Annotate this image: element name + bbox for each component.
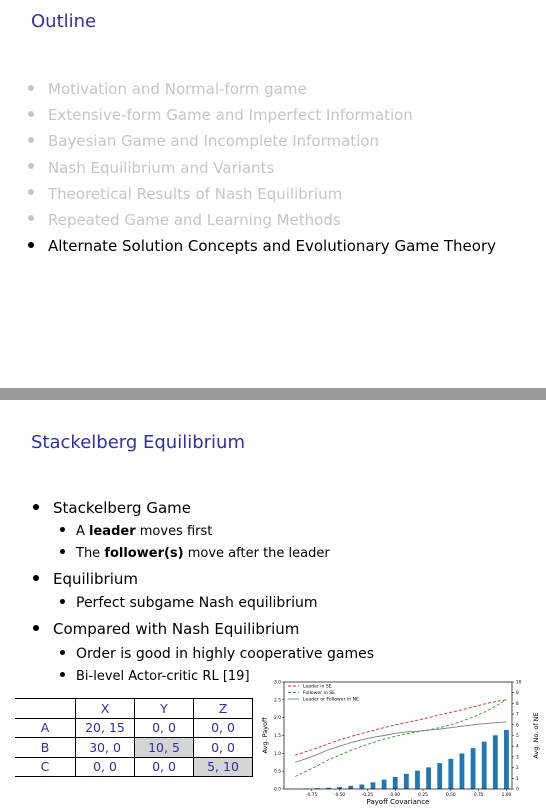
- outline-item-label: Theoretical Results of Nash Equilibrium: [48, 184, 343, 203]
- ne-count-bar: [437, 763, 442, 789]
- outline-item: [28, 128, 496, 154]
- y2-tick-label: 10: [516, 680, 522, 686]
- table-cell: 0, 0: [194, 718, 253, 738]
- payoff-matrix: [15, 698, 253, 777]
- x-tick-label: 0.75: [473, 793, 484, 798]
- ne-count-bar: [493, 735, 498, 789]
- outline-item-label: Motivation and Normal-form game: [48, 80, 307, 98]
- x-tick-label: 1.00: [501, 793, 512, 798]
- ne-count-bar: [371, 782, 376, 789]
- bullet-icon: [60, 527, 65, 532]
- x-tick-label: -0.50: [334, 793, 346, 798]
- bullet-text: Compared with Nash Equilibrium: [53, 620, 300, 638]
- y-tick-label: 3.0: [274, 680, 281, 686]
- x-tick-label: -0.25: [361, 793, 373, 798]
- bullet-icon: [33, 575, 39, 581]
- bullet-compared: [33, 620, 299, 638]
- series-line: [295, 700, 506, 755]
- table-cell: 30, 0: [76, 738, 135, 758]
- ne-count-bar: [404, 774, 409, 789]
- col-header: X: [76, 699, 135, 719]
- y2-tick-label: 1: [516, 776, 519, 782]
- bullet-stackelberg-game: [33, 499, 191, 517]
- y2-tick-label: 2: [516, 766, 519, 772]
- outline-item-label: Bayesian Game and Incomplete Information: [48, 132, 380, 151]
- bullet-text: Stackelberg Game: [53, 499, 191, 517]
- bullet-icon: [60, 599, 65, 604]
- slide-separator: [0, 388, 546, 400]
- table-cell-highlight: 10, 5: [135, 738, 194, 758]
- y-tick-label: 1.5: [274, 734, 281, 739]
- x-axis-label: Payoff Covariance: [366, 798, 430, 806]
- ne-count-bar: [482, 742, 487, 789]
- y-axis-label: Avg. Payoff: [261, 717, 269, 754]
- y2-tick-label: 9: [516, 691, 519, 697]
- subbullet-order: [60, 646, 374, 662]
- outline-item-current: [28, 233, 496, 259]
- y-tick-label: 1.0: [274, 751, 281, 757]
- table-row: [15, 738, 253, 758]
- bullet-text: The: [76, 546, 105, 561]
- row-header: A: [15, 718, 76, 738]
- ne-count-bar: [448, 759, 453, 789]
- y-tick-label: 2.0: [274, 716, 281, 722]
- bullet-icon: [28, 163, 34, 169]
- legend-label: Follower in SE: [303, 691, 336, 697]
- bullet-icon: [60, 650, 65, 655]
- subbullet-bilevel: [60, 669, 250, 684]
- y-tick-label: 0.5: [274, 769, 281, 775]
- bullet-icon: [28, 215, 34, 221]
- y2-tick-label: 3: [516, 755, 519, 761]
- y2-tick-label: 4: [516, 744, 519, 750]
- subbullet-leader: [60, 524, 212, 539]
- y-tick-label: 0.0: [274, 787, 281, 793]
- bullet-icon: [60, 549, 65, 554]
- table-cell: 0, 0: [76, 757, 135, 777]
- x-tick-label: 0.25: [418, 793, 428, 798]
- ne-count-bar: [382, 780, 387, 789]
- row-header: C: [15, 757, 76, 777]
- table-corner: [15, 699, 76, 719]
- outline-item: [28, 102, 496, 128]
- table-header-row: [15, 699, 253, 719]
- y2-tick-label: 0: [516, 787, 519, 793]
- bullet-icon: [28, 242, 34, 248]
- bullet-text: move after the leader: [183, 546, 330, 561]
- outline-item: [28, 155, 496, 181]
- bullet-equilibrium: [33, 570, 138, 588]
- outline-item-label: Alternate Solution Concepts and Evolutionary Game Theory: [48, 237, 496, 256]
- ne-count-bar: [348, 786, 353, 789]
- bullet-icon: [28, 111, 34, 117]
- ne-count-bar: [393, 777, 398, 789]
- payoff-chart: [256, 676, 544, 807]
- bullet-icon: [28, 189, 34, 195]
- ne-count-bar: [471, 748, 476, 789]
- bullet-icon: [28, 137, 34, 143]
- y2-tick-label: 6: [516, 723, 519, 729]
- slide-title: Outline: [31, 11, 97, 32]
- table-cell: 20, 15: [76, 718, 135, 738]
- bullet-text: moves first: [135, 524, 213, 539]
- table-cell: 0, 0: [194, 738, 253, 758]
- bullet-text-bold: leader: [89, 524, 136, 539]
- table-row: [15, 757, 253, 777]
- table-cell: 0, 0: [135, 757, 194, 777]
- outline-list: [28, 76, 496, 259]
- bullet-text: Equilibrium: [53, 570, 138, 588]
- outline-item: [28, 181, 496, 207]
- col-header: Z: [194, 699, 253, 719]
- outline-item-label: Nash Equilibrium and Variants: [48, 158, 275, 177]
- ne-count-bar: [359, 785, 364, 789]
- outline-item: [28, 76, 496, 102]
- table-cell: 0, 0: [135, 718, 194, 738]
- row-header: B: [15, 738, 76, 758]
- y2-tick-label: 8: [516, 701, 519, 707]
- legend-label: Leader in SE: [303, 684, 332, 690]
- y2-tick-label: 5: [516, 734, 519, 739]
- ne-count-bar: [426, 767, 431, 789]
- ne-count-bar: [415, 771, 420, 789]
- bullet-icon: [28, 85, 34, 91]
- y-tick-label: 2.5: [274, 698, 281, 704]
- bullet-text: Bi-level Actor-critic RL [19]: [76, 669, 250, 684]
- slide-outline: [0, 0, 546, 388]
- slide-title: Stackelberg Equilibrium: [31, 432, 245, 453]
- bullet-icon: [33, 504, 39, 510]
- bullet-text: A: [76, 524, 90, 539]
- bullet-icon: [33, 625, 39, 631]
- table-cell-highlight: 5, 10: [194, 757, 253, 777]
- bullet-text: Perfect subgame Nash equilibrium: [76, 595, 318, 611]
- outline-item-label: Extensive-form Game and Imperfect Information: [48, 106, 413, 125]
- y2-tick-label: 7: [516, 712, 519, 718]
- legend-label: Leader or Follower in NE: [303, 697, 359, 703]
- ne-count-bar: [504, 730, 509, 789]
- subbullet-subgame: [60, 595, 317, 611]
- y2-axis-label: Avg. No. of NE: [532, 712, 540, 759]
- x-tick-label: 0.00: [390, 793, 401, 798]
- outline-item: [28, 207, 496, 233]
- col-header: Y: [135, 699, 194, 719]
- table-row: [15, 718, 253, 738]
- bullet-text-bold: follower(s): [104, 546, 184, 561]
- bullet-icon: [60, 672, 65, 677]
- slide-stackelberg: [0, 400, 546, 809]
- x-tick-label: 0.50: [446, 793, 456, 798]
- outline-item-label: Repeated Game and Learning Methods: [48, 210, 341, 229]
- x-tick-label: -0.75: [306, 793, 318, 798]
- ne-count-bar: [460, 753, 465, 789]
- bullet-text: Order is good in highly cooperative games: [76, 646, 374, 662]
- subbullet-follower: [60, 546, 330, 561]
